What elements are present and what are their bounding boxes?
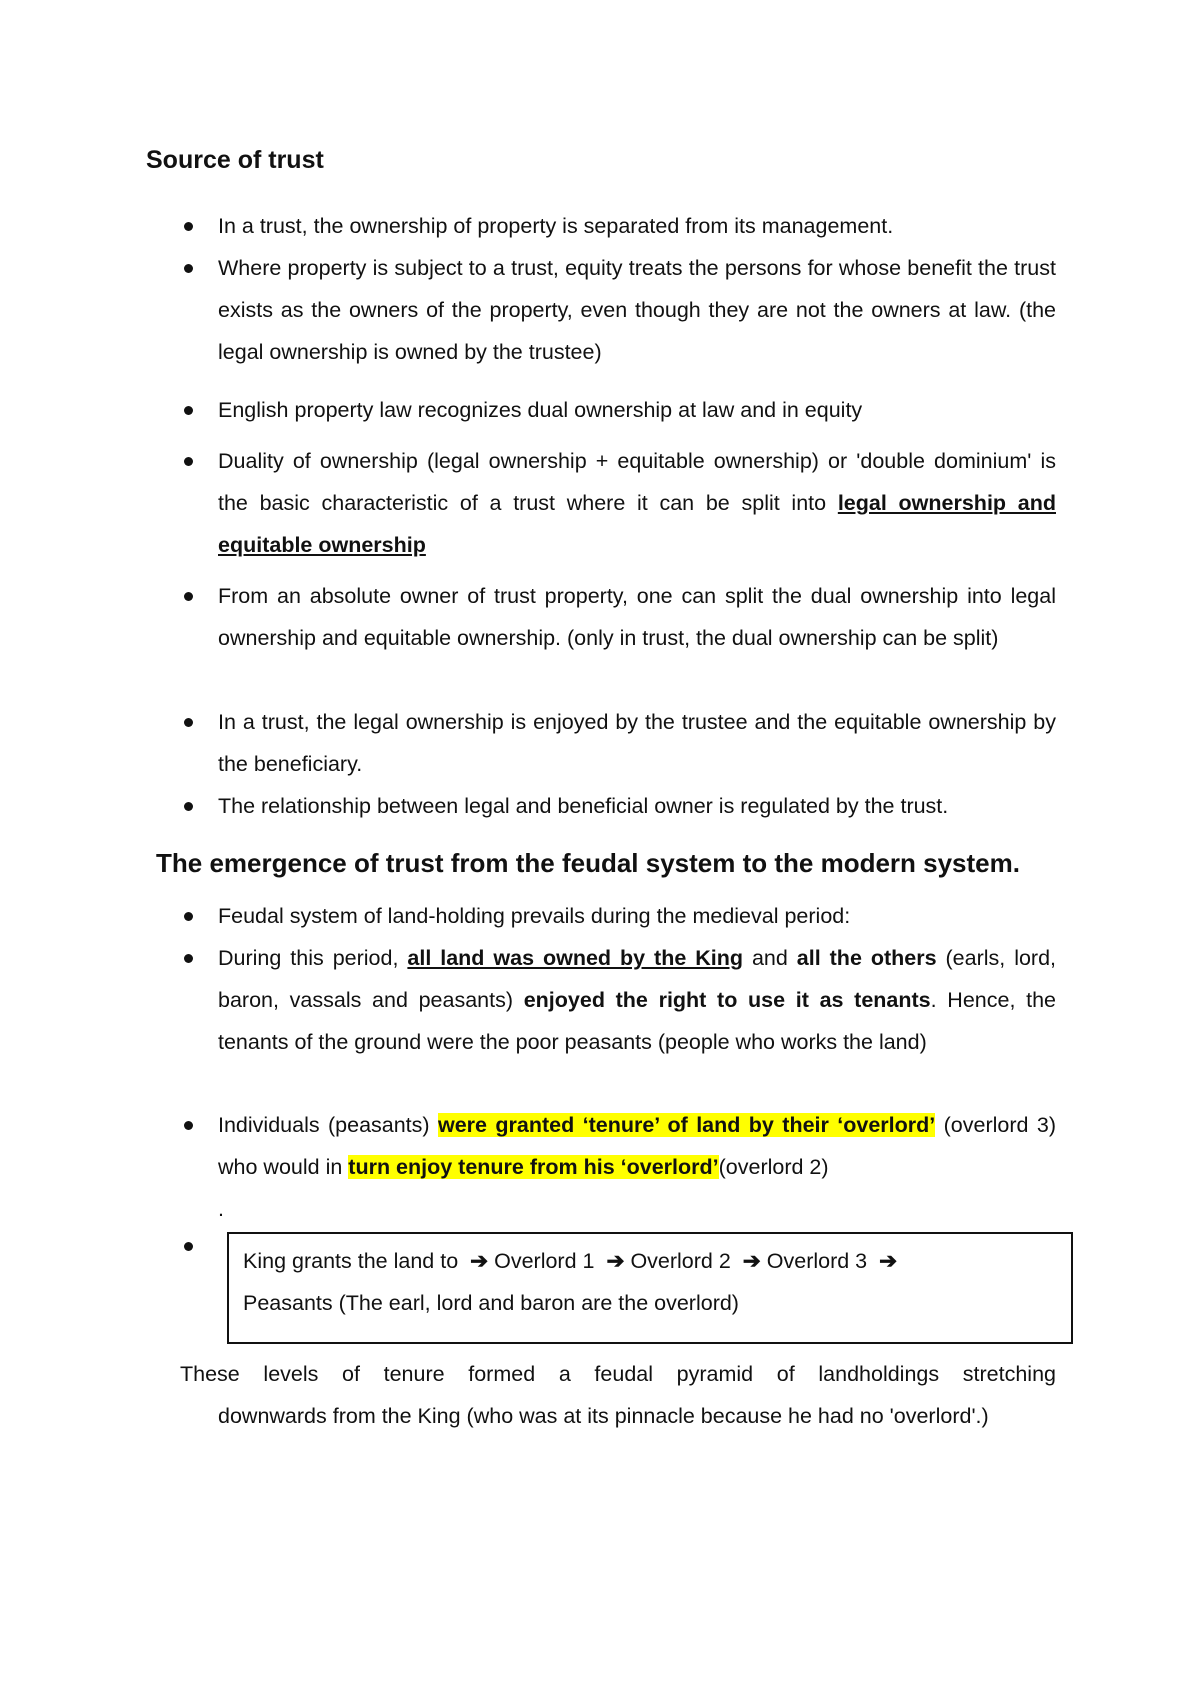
hierarchy-overlord-2: Overlord 2: [630, 1249, 731, 1273]
hierarchy-start: King grants the land to: [243, 1249, 459, 1273]
list-item-text-run: (overlord 3) who would in: [218, 1113, 1057, 1179]
hierarchy-overlord-1: Overlord 1: [494, 1249, 595, 1273]
bullet-icon: [184, 954, 193, 963]
emphasis-text: legal ownership and equitable ownership: [218, 491, 1056, 557]
list-item-text-run: and: [743, 946, 797, 970]
closing-first-line: These levels of tenure formed a feudal pyramid of landholdings stretching: [180, 1362, 1056, 1386]
hierarchy-box: [227, 1232, 1073, 1344]
arrow-right-icon: ➔: [470, 1249, 489, 1273]
list-item-text-run: .: [218, 1197, 224, 1221]
bold-text: enjoyed the right to use it as tenants: [523, 988, 931, 1012]
bold-text: all the others: [796, 946, 937, 970]
arrow-right-icon: ➔: [606, 1249, 625, 1273]
hierarchy-end: Peasants (The earl, lord and baron are the overlord): [243, 1291, 739, 1315]
bullet-icon: [184, 1242, 193, 1251]
bullet-icon: [184, 718, 193, 727]
list-item-text: From an absolute owner of trust property, one can split the dual ownership into legal ownership and equitable ownership. (only in trust, the dual ownership can be split): [218, 584, 1056, 650]
arrow-right-icon: ➔: [879, 1249, 898, 1273]
list-item-text: The relationship between legal and beneficial owner is regulated by the trust.: [218, 794, 949, 818]
list-item-text-run: Duality of ownership (legal ownership + equitable ownership) or 'double dominium' is the basic characteristic of a trust where it can be split into: [218, 449, 1056, 515]
list-item-text-run: (earls, lord, baron, vassals and peasants): [218, 946, 1057, 1012]
list-item-text: In a trust, the ownership of property is separated from its management.: [218, 214, 894, 238]
highlighted-text: turn enjoy tenure from his ‘overlord’: [348, 1155, 719, 1179]
closing-paragraph: [180, 1353, 1056, 1437]
hierarchy-overlord-3: Overlord 3: [766, 1249, 868, 1273]
list-item-text-run: During this period,: [218, 946, 408, 970]
bullet-icon: [184, 912, 193, 921]
hierarchy-text: [243, 1240, 1057, 1324]
list-item-text: [218, 937, 1056, 1063]
bullet-icon: [184, 222, 193, 231]
bullet-icon: [184, 802, 193, 811]
emphasis-text: all land was owned by the King: [407, 946, 744, 970]
section-heading-source-of-trust: Source of trust: [146, 146, 324, 174]
bullet-icon: [184, 457, 193, 466]
list-item-text: [218, 440, 1056, 566]
list-item-text-run: (overlord 2): [718, 1155, 829, 1179]
list-item-text: English property law recognizes dual ownership at law and in equity: [218, 398, 863, 422]
list-item-text: Where property is subject to a trust, equity treats the persons for whose benefit the trust exists as the owners of the property, even though they are not the owners at law. (the legal ownership is owned by the trustee): [218, 256, 1056, 364]
list-item-text: [218, 1104, 1056, 1230]
closing-rest: downwards from the King (who was at its pinnacle because he had no 'overlord'.): [218, 1404, 989, 1428]
bullet-icon: [184, 406, 193, 415]
arrow-right-icon: ➔: [742, 1249, 761, 1273]
list-item-text: In a trust, the legal ownership is enjoyed by the trustee and the equitable ownership by the beneficiary.: [218, 710, 1056, 776]
list-item-text-run: . Hence, the tenants of the ground were the poor peasants (people who works the land): [218, 988, 1057, 1054]
list-item-text: Feudal system of land-holding prevails during the medieval period:: [218, 904, 851, 928]
bullet-icon: [184, 264, 193, 273]
highlighted-text: were granted ‘tenure’ of land by their ‘overlord’: [437, 1113, 936, 1137]
bullet-icon: [184, 592, 193, 601]
list-item-text-run: Individuals (peasants): [218, 1113, 438, 1137]
bullet-icon: [184, 1121, 193, 1130]
section-heading-emergence: The emergence of trust from the feudal system to the modern system.: [156, 848, 1020, 878]
